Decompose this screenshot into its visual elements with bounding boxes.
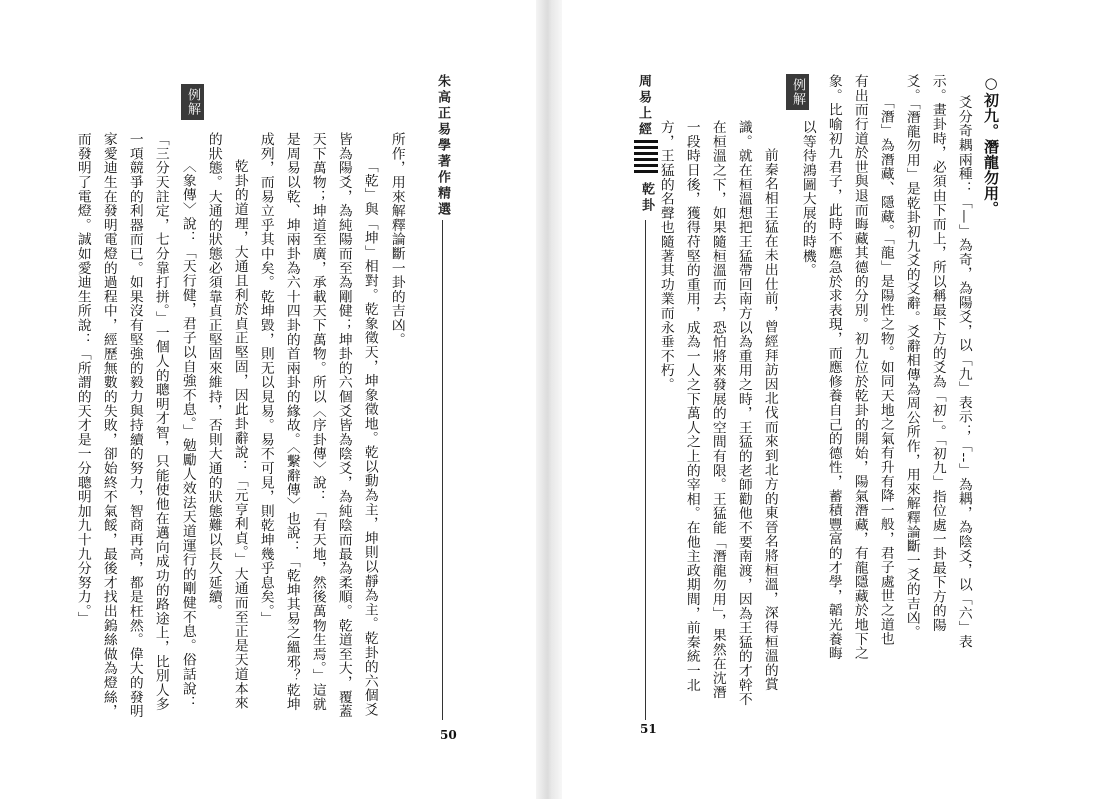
text-column-5: 有出而行道於世與退而晦藏其德的分別。初九位於乾卦的開始，陽氣潛藏，有龍隱藏於地下之 [851,74,868,661]
running-head-rule [442,220,443,720]
text-column-11: 一段時日後，獲得苻堅的重用，成為一人之下萬人之上的宰相。在他主政期間，前秦統一北 [683,120,700,692]
text-column-3: 皆為陽爻，為純陽而至為剛健；坤卦的六個爻皆為陰爻，為純陰而最為柔順。乾道至大，覆蓋 [335,132,352,719]
running-head-rule [645,220,646,720]
text-column-1: 爻分奇耦兩種：「—」為奇，為陽爻，以「九」表示；「--」為耦，為陰爻，以「六」表 [955,95,972,649]
page-number: 51 [640,722,657,736]
text-column-4: 天下萬物；坤道至廣，承載天下萬物。所以〈序卦傳〉說：「有天地，然後萬物生焉。」這就 [309,132,326,712]
text-column-10: 在桓溫之下，如果隨桓溫而去，恐怕將來發展的空間有限。王猛能「潛龍勿用」，果然在沈潛 [709,120,726,700]
qian-hexagram-icon [634,140,658,176]
page-50 [0,0,536,799]
text-column-2: 「乾」與「坤」相對。乾象徵天，坤象徵地。乾以動為主，坤則以靜為主。乾卦的六個爻 [361,159,378,717]
entry-title: ○初九。潛龍勿用。 [982,74,1000,217]
running-head: 朱高正易學著作精選 [435,74,450,218]
page-number: 50 [440,728,457,742]
text-column-12: 家愛迪生在發明電燈的過程中，經歷無數的失敗，卻始終不氣餒，最後才找出鎢絲做為燈絲， [100,132,117,719]
text-column-10: 「三分天註定，七分靠打拼。」一個人的聰明才智，只能使他在邁向成功的路途上，比別人多 [152,132,169,712]
text-column-11: 一項競爭的利器而已。如果沒有堅強的毅力與持續的努力，智商再高，都是枉然。偉大的發明 [126,132,143,719]
text-column-8: 前秦名相王猛在未出仕前，曾經拜訪因北伐而來到北方的東晉名將桓溫，深得桓溫的賞 [761,148,778,692]
example-label: 例解 [786,74,809,110]
text-column-7: 以等待鴻圖大展的時機。 [799,120,816,278]
running-head: 周易上經 [636,74,651,138]
text-column-9: 識。就在桓溫想把王猛帶回南方以為重用之時，王猛的老師勸他不要南渡，因為王猛的才幹不 [735,120,752,707]
text-column-1: 所作，用來解釋論斷一卦的吉凶。 [388,132,405,347]
text-column-4: 「潛」為潛藏、隱藏。「龍」是陽性之物。如同天地之氣有升有降一般，君子處世之道也 [877,95,894,646]
text-column-2: 示。畫卦時，必須由下而上，所以稱最下方的爻為「初」。「初九」指位處一卦最下方的陽 [929,74,946,633]
text-column-3: 爻。「潛龍勿用」是乾卦初九爻的爻辭。爻辭相傳為周公所作，用來解釋論斷一爻的吉凶。 [903,74,920,640]
text-column-13: 而發明了電燈。誠如愛迪生所說：「所謂的天才是一分聰明加九十九分努力。」 [74,132,91,626]
example-label: 例解 [181,84,204,120]
hexagram-name: 乾卦 [639,182,654,214]
text-column-12: 方，王猛的名聲也隨著其功業而永垂不朽。 [657,120,674,392]
text-column-9: 〈象傳〉說：「天行健，君子以自強不息。」勉勵人效法天道運行的剛健不息。俗話說： [179,159,196,710]
text-column-8: 的狀態。大通的狀態必須靠貞正堅固來維持，否則大通的狀態難以長久延續。 [205,132,222,619]
text-column-6: 象。比喻初九君子，此時不應急於求表現，而應修養自己的德性，蓄積豐富的才學，韜光養晦 [825,74,842,661]
text-column-7: 乾卦的道理，大通且利於貞正堅固，因此卦辭說：「元亨利貞。」大通而至正是天道本來 [231,159,248,710]
page-51 [562,0,1107,799]
text-column-5: 是周易以乾、坤兩卦為六十四卦的首兩卦的緣故。〈繫辭傳〉也說：「乾坤其易之縕邪？乾坤 [283,132,300,712]
page-gutter [536,0,562,799]
text-column-6: 成列，而易立乎其中矣。乾坤毀，則无以見易。易不可見，則乾坤幾乎息矣。」 [257,132,274,626]
